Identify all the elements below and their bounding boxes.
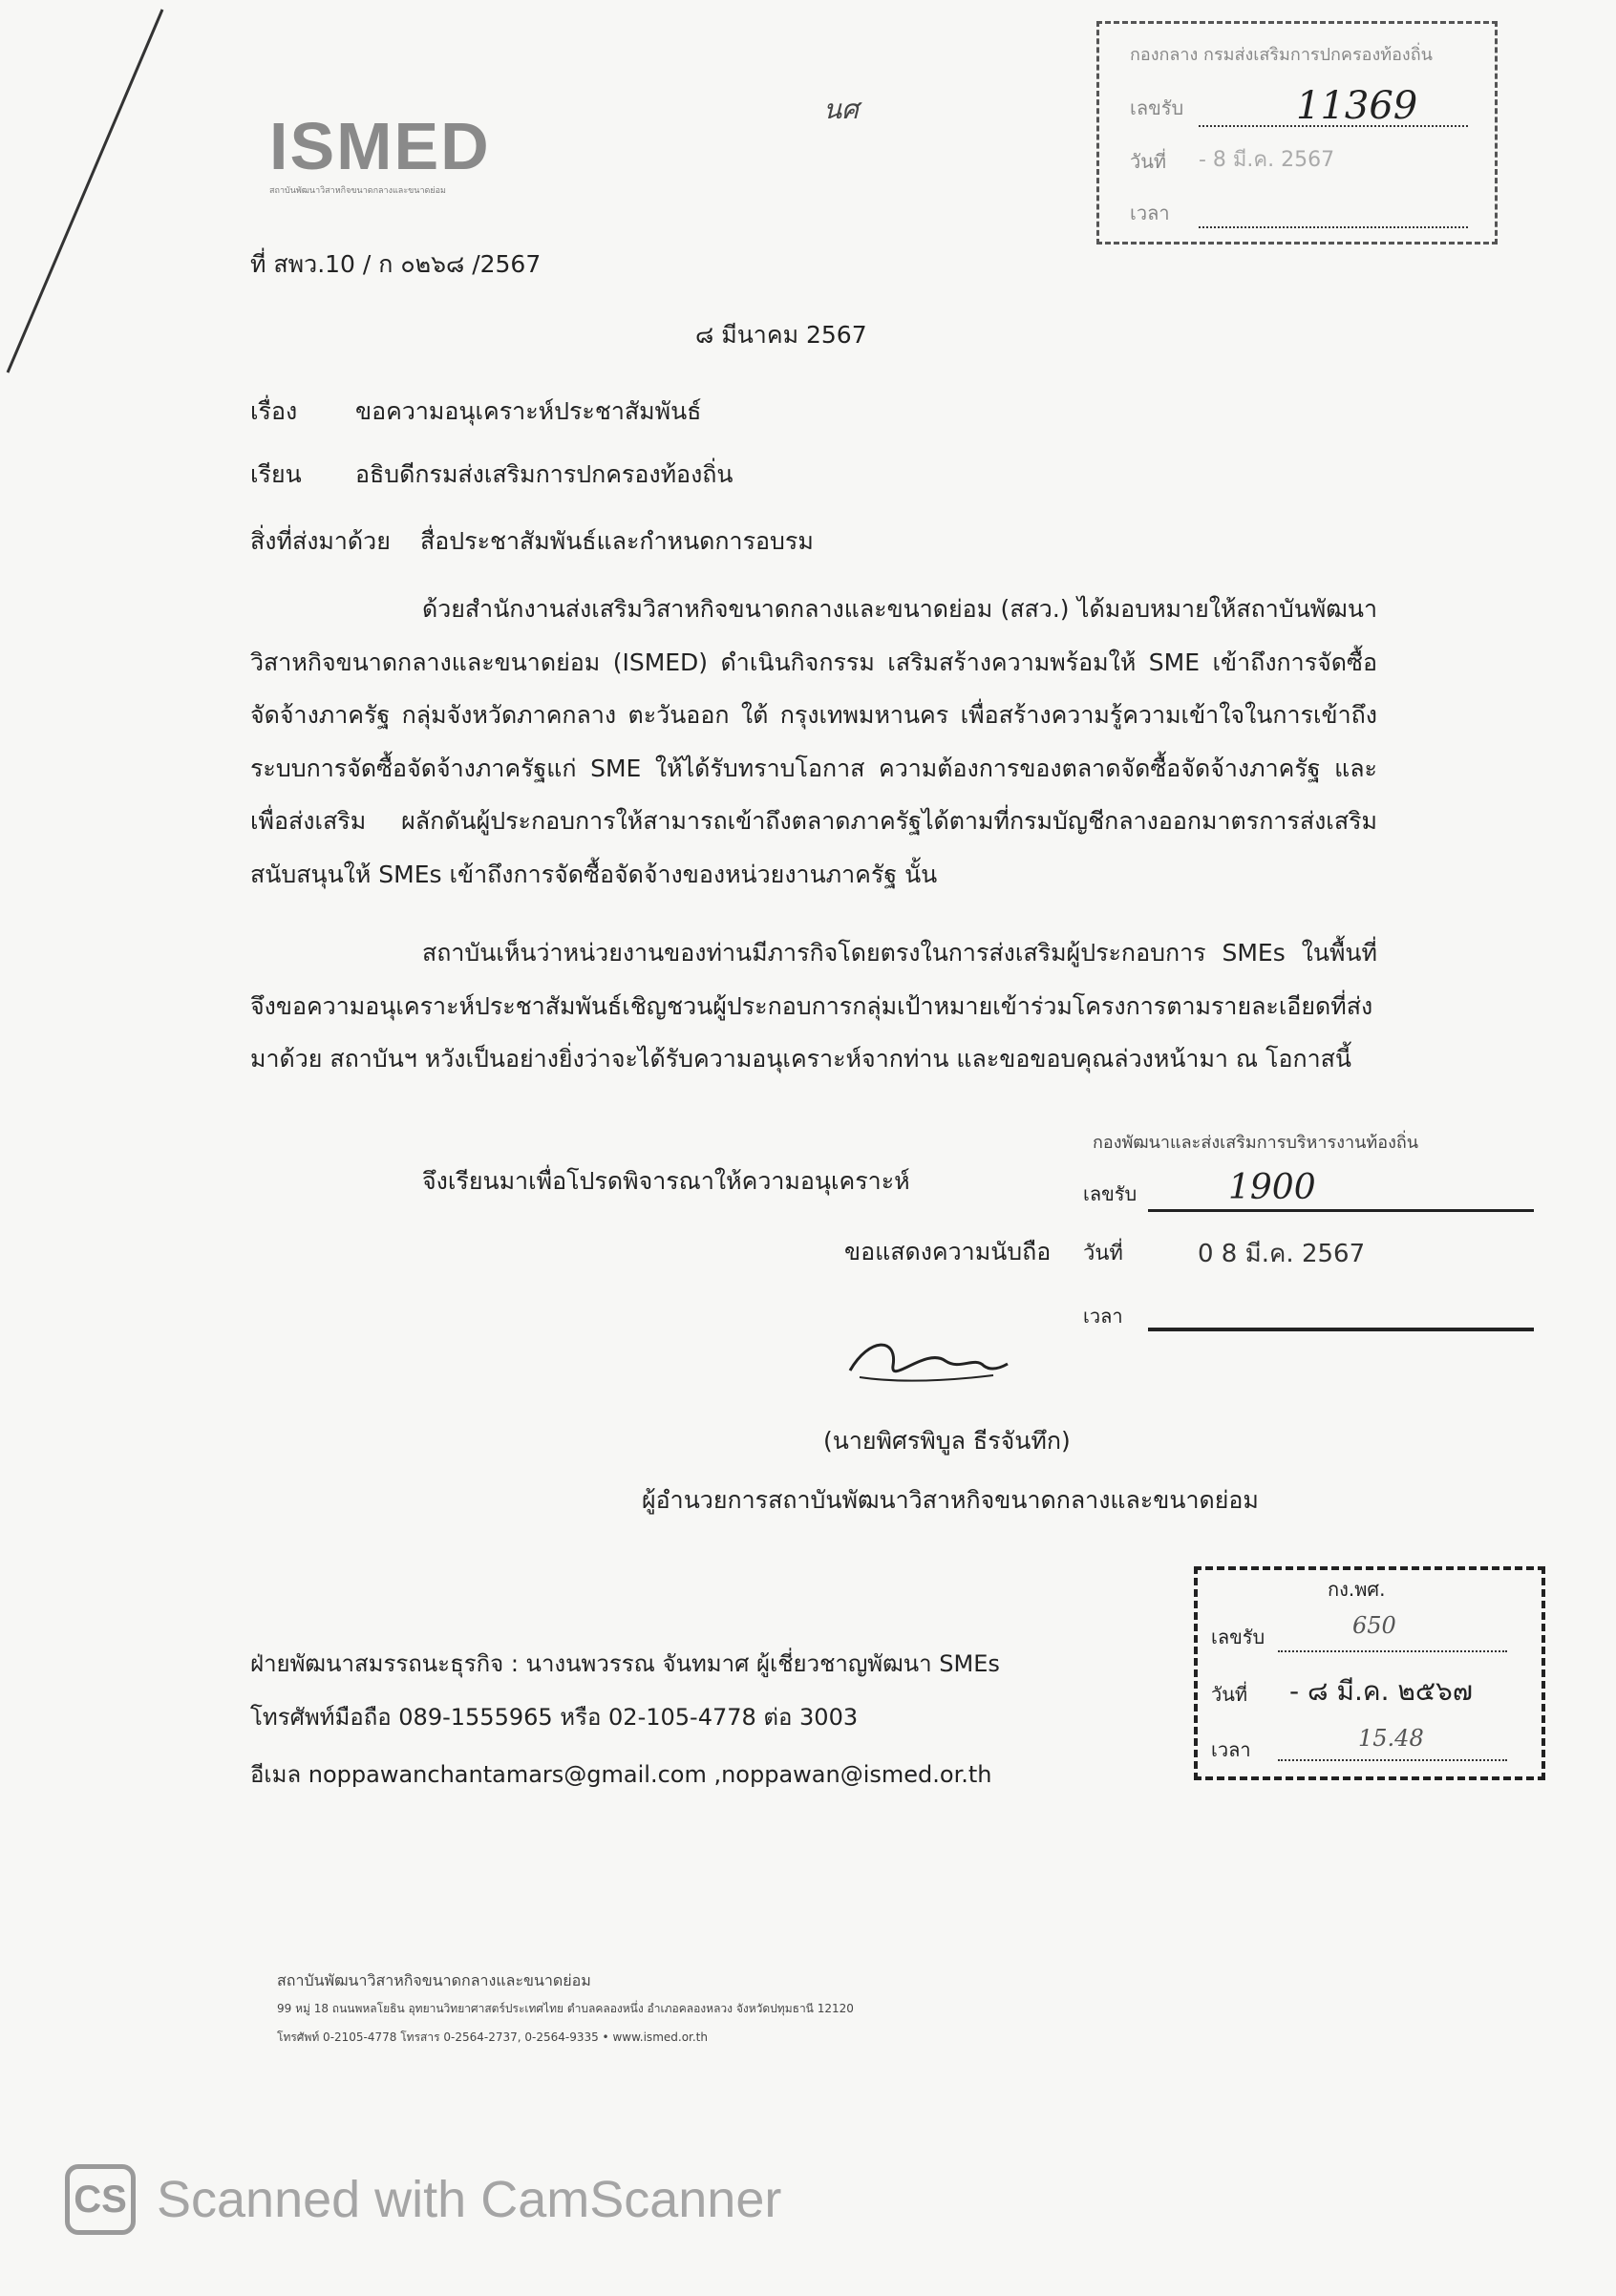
stamp-mid-time-line [1148, 1328, 1534, 1331]
camscanner-logo-icon: CS [65, 2164, 136, 2235]
stamp-small-agency: กง.พศ. [1328, 1578, 1386, 1601]
stamp-mid-date-label: วันที่ [1083, 1242, 1123, 1265]
camscanner-watermark [65, 2164, 781, 2235]
logo-wordmark: ISMED [269, 109, 491, 183]
stamp-small-number-line [1278, 1650, 1507, 1652]
stamp-mid-number-line [1148, 1209, 1534, 1212]
body-paragraph-1-text: ด้วยสำนักงานส่งเสริมวิสาหกิจขนาดกลางและขนาดย่อม (สสว.) ได้มอบหมายให้สถาบันพัฒนาวิสาหกิจขนาดกลางและขนาดย่อม (ISMED) ดำเนินกิจกรรม เสริมสร้างความพร้อมให้ SME เข้าถึงการจัดซื้อจัดจ้างภาครัฐ กลุ่มจังหวัดภาคกลาง ตะวันออก ใต้ กรุงเทพมหานคร เพื่อสร้างความรู้ความเข้าใจในการเข้าถึงระบบการจัดซื้อจัดจ้างภาครัฐแก่ SME ให้ได้รับทราบโอกาส ความต้องการของตลาดจัดซื้อจัดจ้างภาครัฐ และเพื่อส่งเสริม ผลักดันผู้ประกอบการให้สามารถเข้าถึงตลาดภาครัฐได้ตามที่กรมบัญชีกลางออกมาตรการส่งเสริมสนับสนุนให้ SMEs เข้าถึงการจัดซื้อจัดจ้างของหน่วยงานภาครัฐ นั้น [250, 595, 1377, 888]
ismed-logo [269, 109, 499, 197]
subject-text: ขอความอนุเคราะห์ประชาสัมพันธ์ [355, 397, 702, 425]
contact-email: อีเมล noppawanchantamars@gmail.com ,noppawan@ismed.or.th [250, 1761, 992, 1788]
attachment-text: สื่อประชาสัมพันธ์และกำหนดการอบรม [420, 527, 814, 555]
letter-date: ๘ มีนาคม 2567 [695, 321, 867, 349]
stamp-number-value: 11369 [1296, 84, 1418, 128]
receipt-stamp-top [1096, 21, 1498, 244]
body-paragraph-1 [250, 583, 1377, 901]
footer-address: 99 หมู่ 18 ถนนพหลโยธิน อุทยานวิทยาศาสตร์ประเทศไทย ตำบลคลองหนึ่ง อำเภอคลองหลวง จังหวัดปทุมธานี 12120 [277, 2002, 854, 2015]
stamp-time-label: เวลา [1130, 202, 1170, 224]
recipient-text: อธิบดีกรมส่งเสริมการปกครองท้องถิ่น [355, 460, 734, 488]
stamp-number-label: เลขรับ [1130, 96, 1184, 119]
stamp-small-number-value: 650 [1352, 1612, 1396, 1639]
stamp-mid-agency: กองพัฒนาและส่งเสริมการบริหารงานท้องถิ่น [1093, 1133, 1419, 1153]
body-paragraph-2-text: สถาบันเห็นว่าหน่วยงานของท่านมีภารกิจโดยตรงในการส่งเสริมผู้ประกอบการ SMEs ในพื้นที่ จึงขอความอนุเคราะห์ประชาสัมพันธ์เชิญชวนผู้ประกอบการกลุ่มเป้าหมายเข้าร่วมโครงการตามรายละเอียดที่ส่งมาด้วย สถาบันฯ หวังเป็นอย่างยิ่งว่าจะได้รับความอนุเคราะห์จากท่าน และขอขอบคุณล่วงหน้ามา ณ โอกาสนี้ [250, 939, 1377, 1073]
stamp-small-time-label: เวลา [1211, 1738, 1251, 1761]
signatory-title: ผู้อำนวยการสถาบันพัฒนาวิสาหกิจขนาดกลางและขนาดย่อม [642, 1486, 1259, 1514]
stamp-small-date-label: วันที่ [1211, 1683, 1248, 1706]
recipient-label: เรียน [250, 460, 302, 488]
footer-organization: สถาบันพัฒนาวิสาหกิจขนาดกลางและขนาดย่อม [277, 1971, 591, 1989]
stamp-date-value: - 8 มี.ค. 2567 [1199, 148, 1335, 172]
footer-phones: โทรศัพท์ 0-2105-4778 โทรสาร 0-2564-2737, 0-2564-9335 • www.ismed.or.th [277, 2030, 708, 2044]
stamp-date-label: วันที่ [1130, 150, 1167, 173]
regards-line: ขอแสดงความนับถือ [844, 1238, 1052, 1265]
stamp-mid-number-label: เลขรับ [1083, 1182, 1138, 1205]
stamp-mid-date-value: 0 8 มี.ค. 2567 [1198, 1240, 1366, 1268]
margin-handwritten-mark: นศ [823, 94, 859, 125]
attachment-label: สิ่งที่ส่งมาด้วย [250, 527, 391, 555]
contact-phone: โทรศัพท์มือถือ 089-1555965 หรือ 02-105-4778 ต่อ 3003 [250, 1704, 859, 1731]
closing-line: จึงเรียนมาเพื่อโปรดพิจารณาให้ความอนุเคราะห์ [422, 1167, 910, 1195]
handwritten-signature [840, 1328, 1012, 1394]
stamp-small-number-label: เลขรับ [1211, 1626, 1265, 1648]
reference-number: ที่ สพว.10 / ก ๐๒๖๘ /2567 [250, 250, 542, 278]
stamp-mid-number-value: 1900 [1228, 1168, 1316, 1207]
stamp-time-line [1199, 226, 1468, 228]
stamp-agency: กองกลาง กรมส่งเสริมการปกครองท้องถิ่น [1130, 45, 1433, 65]
logo-subtitle: สถาบันพัฒนาวิสาหกิจขนาดกลางและขนาดย่อม [269, 186, 446, 196]
stamp-small-time-value: 15.48 [1358, 1725, 1424, 1752]
receipt-stamp-mid [1083, 1133, 1538, 1343]
stamp-mid-time-label: เวลา [1083, 1305, 1123, 1328]
scan-edge-line [0, 0, 191, 401]
signatory-name: (นายพิศรพิบูล ธีรจันทึก) [823, 1427, 1071, 1455]
subject-label: เรื่อง [250, 397, 298, 425]
body-paragraph-2 [250, 926, 1377, 1086]
contact-department: ฝ่ายพัฒนาสมรรถนะธุรกิจ : นางนพวรรณ จันทมาศ ผู้เชี่ยวชาญพัฒนา SMEs [250, 1650, 1000, 1677]
camscanner-text: Scanned with CamScanner [157, 2171, 782, 2228]
receipt-stamp-small [1194, 1566, 1545, 1780]
stamp-small-date-value: - ๘ มี.ค. ๒๕๖๗ [1289, 1675, 1473, 1707]
stamp-small-time-line [1278, 1759, 1507, 1761]
